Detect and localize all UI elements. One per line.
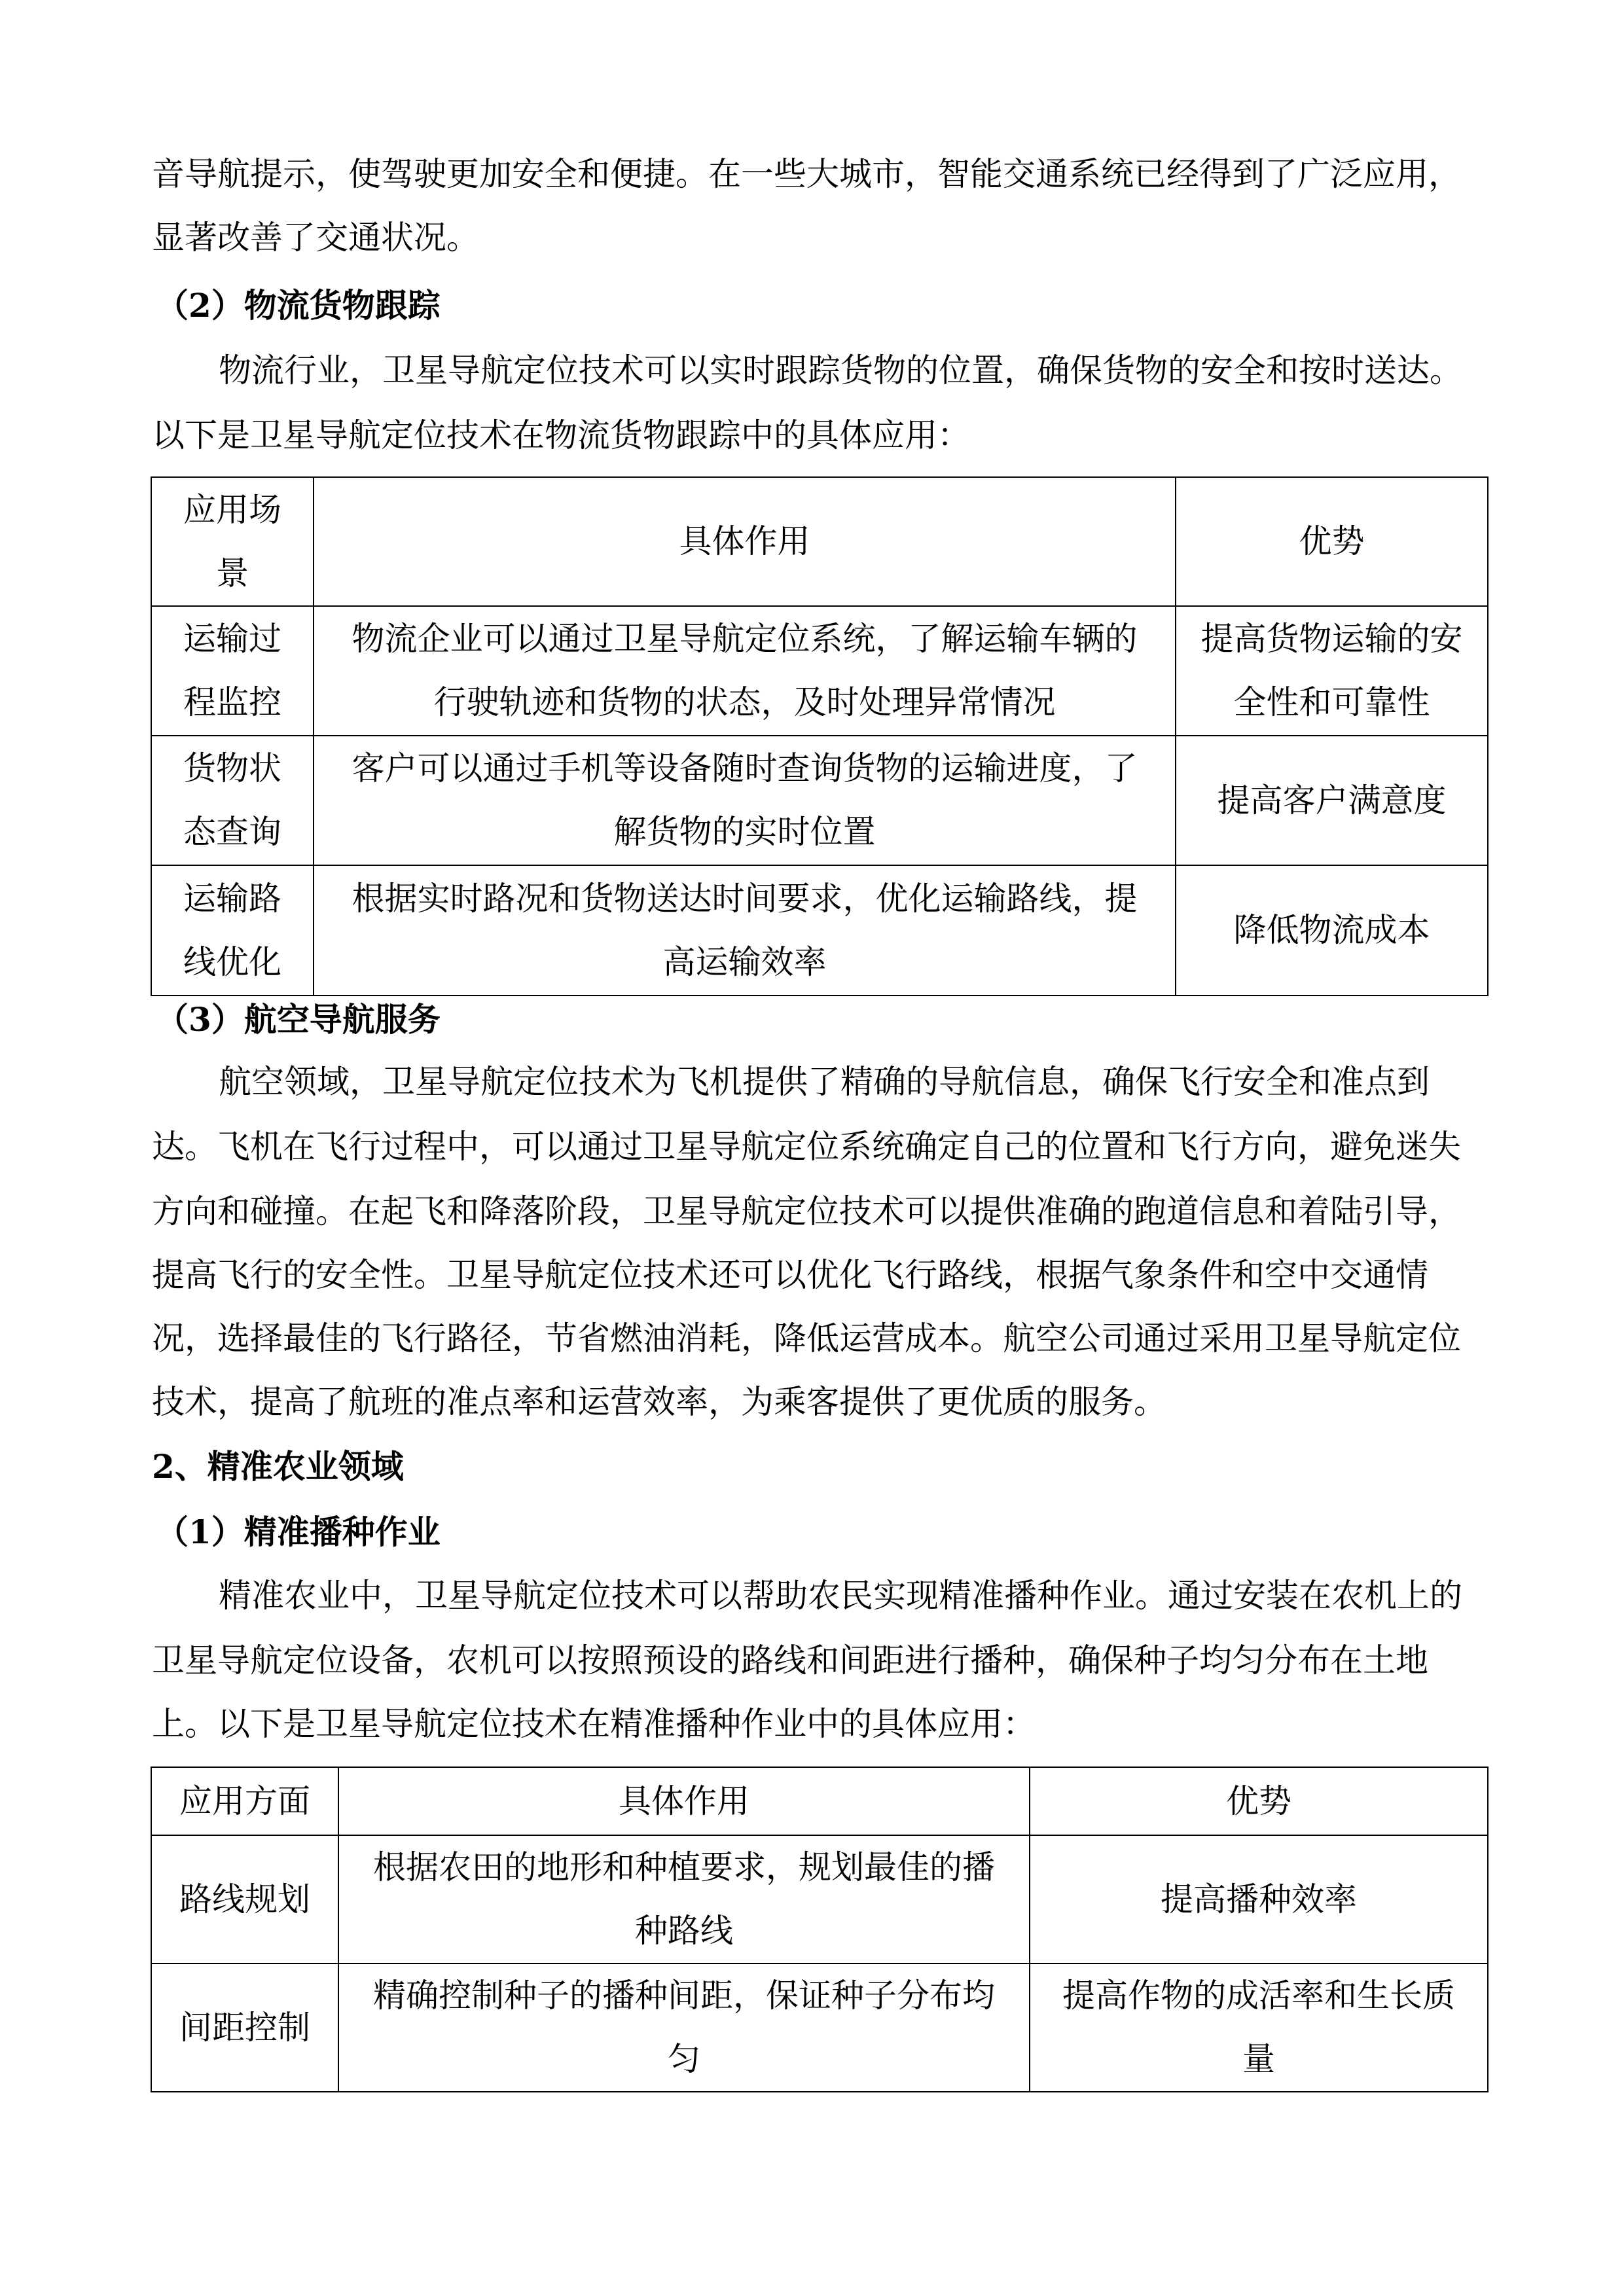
table-cell: 精确控制种子的播种间距，保证种子分布均 匀: [338, 1964, 1030, 2092]
paragraph-line: 况，选择最佳的飞行路径，节省燃油消耗，降低运营成本。航空公司通过采用卫星导航定位: [152, 1319, 1461, 1357]
header-cell: 具体作用: [314, 477, 1176, 606]
table-cell: 运输过 程监控: [151, 606, 314, 736]
intro-line: 音导航提示，使驾驶更加安全和便捷。在一些大城市，智能交通系统已经得到了广泛应用，: [152, 155, 1461, 193]
table-cell: 根据实时路况和货物送达时间要求，优化运输路线，提 高运输效率: [314, 865, 1176, 996]
table-cell: 间距控制: [151, 1964, 338, 2092]
sub-heading: （1）精准播种作业: [156, 1513, 441, 1551]
table-cell: 提高货物运输的安 全性和可靠性: [1176, 606, 1488, 736]
paragraph-line: 航空领域，卫星导航定位技术为飞机提供了精确的导航信息，确保飞行安全和准点到: [219, 1063, 1430, 1101]
paragraph-line: 精准农业中，卫星导航定位技术可以帮助农民实现精准播种作业。通过安装在农机上的: [219, 1577, 1462, 1615]
table-cell: 货物状 态查询: [151, 736, 314, 865]
table-row: [151, 606, 1488, 736]
sowing-table: [151, 1767, 1489, 2092]
table-row: [151, 865, 1488, 996]
header-cell: 优势: [1176, 477, 1488, 606]
paragraph-line: 技术，提高了航班的准点率和运营效率，为乘客提供了更优质的服务。: [152, 1383, 1166, 1421]
table-header-row: [151, 1767, 1488, 1835]
table-cell: 运输路 线优化: [151, 865, 314, 996]
table-header-row: [151, 477, 1488, 606]
table-row: [151, 1964, 1488, 2092]
paragraph-line: 上。以下是卫星导航定位技术在精准播种作业中的具体应用：: [152, 1705, 1036, 1743]
paragraph-line: 卫星导航定位设备，农机可以按照预设的路线和间距进行播种，确保种子均匀分布在土地: [152, 1641, 1428, 1679]
paragraph-line: 达。飞机在飞行过程中，可以通过卫星导航定位系统确定自己的位置和飞行方向，避免迷失: [152, 1128, 1461, 1166]
table-row: [151, 1835, 1488, 1964]
table-cell: 提高播种效率: [1030, 1835, 1488, 1964]
paragraph-line: 提高飞行的安全性。卫星导航定位技术还可以优化飞行路线，根据气象条件和空中交通情: [152, 1256, 1428, 1294]
section-heading: （2）物流货物跟踪: [156, 286, 441, 325]
table-cell: 提高客户满意度: [1176, 736, 1488, 865]
header-cell: 优势: [1030, 1767, 1488, 1835]
table-cell: 降低物流成本: [1176, 865, 1488, 996]
table-cell: 客户可以通过手机等设备随时查询货物的运输进度，了 解货物的实时位置: [314, 736, 1176, 865]
paragraph-line: 物流行业，卫星导航定位技术可以实时跟踪货物的位置，确保货物的安全和按时送达。: [219, 351, 1462, 389]
header-cell: 应用方面: [151, 1767, 338, 1835]
table-row: [151, 736, 1488, 865]
intro-line: 显著改善了交通状况。: [152, 219, 479, 257]
logistics-table: [151, 476, 1489, 996]
paragraph-line: 以下是卫星导航定位技术在物流货物跟踪中的具体应用：: [152, 416, 970, 454]
table-cell: 根据农田的地形和种植要求，规划最佳的播 种路线: [338, 1835, 1030, 1964]
header-cell: 具体作用: [338, 1767, 1030, 1835]
paragraph-line: 方向和碰撞。在起飞和降落阶段，卫星导航定位技术可以提供准确的跑道信息和着陆引导，: [152, 1193, 1461, 1230]
section-heading: 2、精准农业领域: [152, 1447, 404, 1486]
table-cell: 物流企业可以通过卫星导航定位系统，了解运输车辆的 行驶轨迹和货物的状态，及时处理异常情况: [314, 606, 1176, 736]
header-cell: 应用场 景: [151, 477, 314, 606]
table-cell: 提高作物的成活率和生长质 量: [1030, 1964, 1488, 2092]
section-heading: （3）航空导航服务: [156, 1000, 441, 1039]
table-cell: 路线规划: [151, 1835, 338, 1964]
